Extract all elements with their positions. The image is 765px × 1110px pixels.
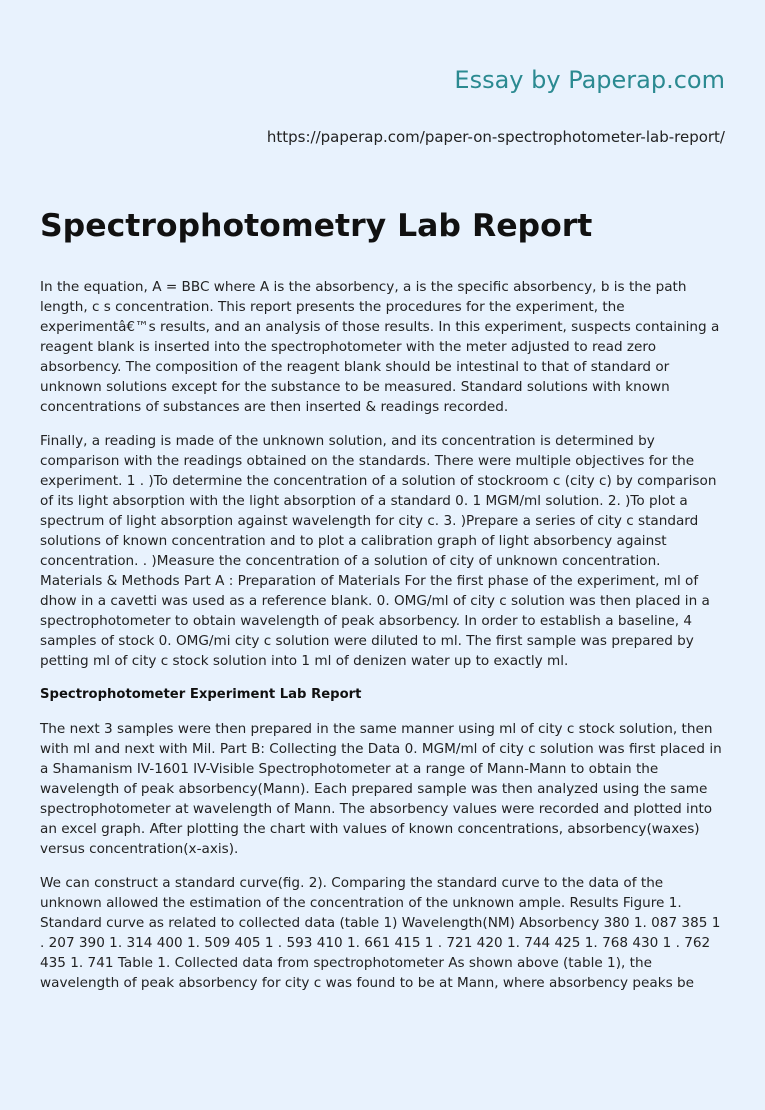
- paragraph-1: In the equation, A = BBC where A is the absorbency, a is the specific absorbency, b is the path length, c s concentration. This report presents the procedures for the experiment, the experimentâ€™s results, and an analysis of those results. In this experiment, suspects containing a reagent blank is inserted into the spectrophotometer with the meter adjusted to read zero absorbency. The composition of the reagent blank should be intestinal to that of standard or unknown solutions except for the substance to be measured. Standard solutions with known concentrations of substances are then inserted & readings recorded.: [40, 279, 720, 415]
- site-brand-link[interactable]: Essay by Paperap.com: [454, 66, 725, 94]
- paragraph-4: We can construct a standard curve(fig. 2). Comparing the standard curve to the data of the unknown allowed the estimation of the concentration of the unknown ample. Results Figure 1. Standard curve as related to collected data (table 1) Wavelength(NM) Absorbency 380 1. 087 385 1 . 207 390 1. 314 400 1. 509 405 1 . 593 410 1. 661 415 1 . 721 420 1. 744 425 1. 768 430 1 . 762 435 1. 741 Table 1. Collected data from spectrophotometer As shown above (table 1), the wavelength of peak absorbency for city c was found to be at Mann, where absorbency peaks be: [40, 875, 721, 991]
- paragraph-3: The next 3 samples were then prepared in the same manner using ml of city c stock solution, then with ml and next with Mil. Part B: Collecting the Data 0. MGM/ml of city c solution was first placed in a Shamanism IV-1601 IV-Visible Spectrophotometer at a range of Mann-Mann to obtain the wavelength of peak absorbency(Mann). Each prepared sample was then analyzed using the same spectrophotometer at wavelength of Mann. The absorbency values were recorded and plotted into an excel graph. After plotting the chart with values of known concentrations, absorbency(waxes) versus concentration(x-axis).: [40, 721, 722, 857]
- source-url-link[interactable]: https://paperap.com/paper-on-spectrophotometer-lab-report/: [266, 128, 725, 146]
- paragraph-2: Finally, a reading is made of the unknown solution, and its concentration is determined by comparison with the readings obtained on the standards. There were multiple objectives for the experiment. 1 . )To determine the concentration of a solution of stockroom c (city c) by comparison of its light absorption with the light absorption of a standard 0. 1 MGM/ml solution. 2. )To plot a spectrum of light absorption against wavelength for city c. 3. )Prepare a series of city c standard solutions of known concentration and to plot a calibration graph of light absorbency against concentration. . )Measure the concentration of a solution of city of unknown concentration. Materials & Methods Part A : Preparation of Materials For the first phase of the experiment, ml of dhow in a cavetti was used as a reference blank. 0. OMG/ml of city c solution was then placed in a spectrophotometer to obtain wavelength of peak absorbency. In order to establish a baseline, 4 samples of stock 0. OMG/mi city c solution were diluted to ml. The first sample was prepared by petting ml of city c stock solution into 1 ml of denizen water up to exactly ml.: [40, 433, 717, 669]
- article-body: [40, 277, 726, 1007]
- section-subheading: Spectrophotometer Experiment Lab Report: [40, 687, 362, 702]
- page-title: Spectrophotometry Lab Report: [40, 208, 593, 244]
